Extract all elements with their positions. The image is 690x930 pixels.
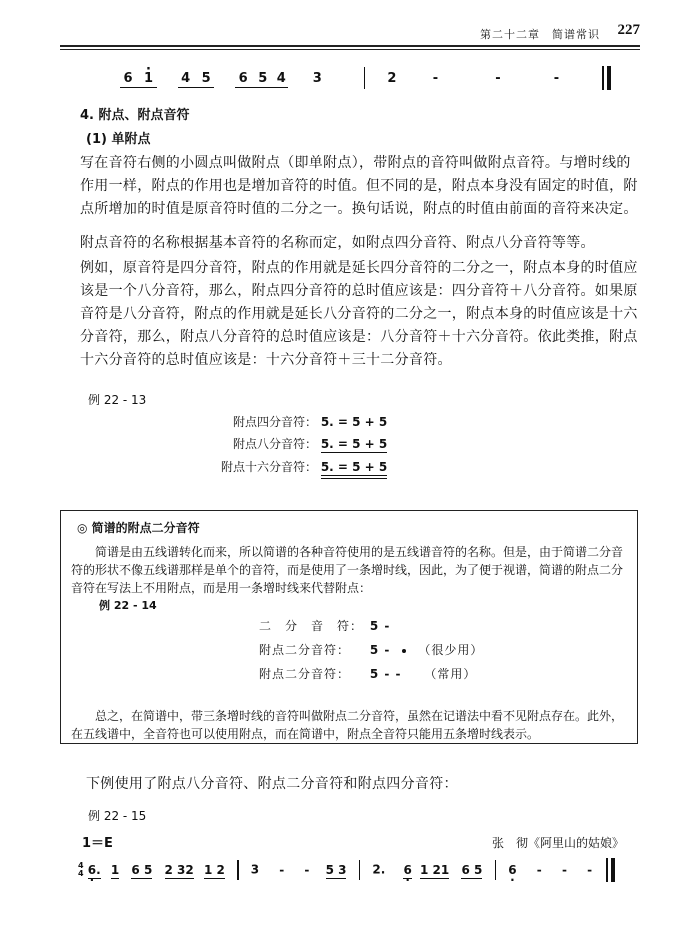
row-name: 附点二分音符： <box>259 667 351 681</box>
row-name: 附点十六分音符： <box>220 460 317 474</box>
note: 2 <box>185 862 194 877</box>
beat-group: 6 5 <box>461 862 483 877</box>
note: 6 <box>123 70 133 86</box>
song-credit: 张 彻《阿里山的姑娘》 <box>492 836 625 850</box>
row-formula: 5 - <box>369 643 396 657</box>
key-signature: 1＝E <box>82 836 113 851</box>
note: 3 <box>312 70 322 86</box>
row-formula: 5 - <box>369 619 391 633</box>
row-formula: 5. = 5 + 5 <box>321 460 387 479</box>
page-header <box>60 22 640 44</box>
barline <box>495 860 497 880</box>
note: 6 · <box>403 863 411 877</box>
time-signature <box>78 862 84 878</box>
row-name: 附点四分音符： <box>232 415 317 429</box>
beat-group: 5 3 <box>325 862 347 877</box>
note: 2 <box>387 70 397 86</box>
row-formula: 5 - - <box>369 667 402 681</box>
box-title: ◎ 简谱的附点二分音符 <box>77 521 200 535</box>
time-sig-top: 4 <box>78 861 84 870</box>
page-number: 227 <box>617 22 640 38</box>
box-row <box>259 617 390 634</box>
box-summary: 总之，在简谱中，带三条增时线的音符叫做附点二分音符，虽然在记谱法中看不见附点存在。此外，在五线谱中，全音符也可以使用附点，而在简谱中，附点全音符只能用五条增时线表示。 <box>71 709 624 741</box>
dash: - <box>432 70 439 86</box>
note: 2. <box>372 862 386 877</box>
note: 4 <box>181 70 191 86</box>
barline <box>364 67 366 89</box>
row-name: 附点八分音符： <box>232 437 317 451</box>
barline <box>359 860 361 880</box>
note-box <box>60 510 638 744</box>
beat-group <box>403 863 411 879</box>
chapter-title: 第二十二章 简谱常识 <box>480 28 600 41</box>
beat-group: 6 ·. <box>88 863 101 879</box>
header-rule <box>60 45 640 47</box>
closing-text: 下例使用了附点八分音符、附点二分音符和附点四分音符： <box>86 776 458 792</box>
beat-group: 1 2 <box>203 862 225 877</box>
note: 1 <box>440 862 450 877</box>
dash: - <box>587 862 593 877</box>
beat-group <box>120 71 157 88</box>
barline <box>237 860 239 880</box>
dash: - <box>553 70 560 86</box>
row-formula: 5. = 5 + 5 <box>320 437 388 451</box>
beat-group: 1 21 <box>420 862 450 877</box>
dash: - <box>279 862 285 877</box>
row-formula: 5. = 5 + 5 <box>320 415 388 429</box>
beat-group <box>235 71 288 88</box>
note: 6 · <box>508 863 516 877</box>
dash: - <box>536 862 542 877</box>
dash: - <box>561 862 567 877</box>
beat-group <box>178 71 215 88</box>
augmentation-dot <box>402 649 406 653</box>
paragraph: 例如，原音符是四分音符，附点的作用就是延长四分音符的二分之一，附点本身的时值应该是一个八分音符，那么，附点四分音符的总时值应该是：四分音符＋八分音符。如果原音符是八分音符，附点的作用就是延长八分音符的二分之一，附点本身的时值应该是十六分音符，那么，附点八分音符的总时值应该是：八分音符＋十六分音符。依此类推，附点十六分音符的总时值应该是：十六分音符＋三十二分音符。 <box>80 260 638 368</box>
row-note: （常用） <box>424 667 477 681</box>
header-rule-thin <box>60 49 640 50</box>
note: 6 · <box>88 863 96 877</box>
beat-group: 1 <box>110 862 120 877</box>
box-example-label: 例 22 - 14 <box>99 599 157 612</box>
final-barline <box>602 66 611 90</box>
section-subtitle: (1) 单附点 <box>86 132 151 147</box>
dash: - <box>304 862 310 877</box>
paragraph: 附点音符的名称根据基本音符的名称而定，如附点四分音符、附点八分音符等等。 <box>80 235 595 251</box>
final-barline <box>606 858 615 882</box>
section-title: 4. 附点、附点音符 <box>80 108 190 123</box>
example-row <box>195 458 387 475</box>
example-row <box>195 435 387 452</box>
note: 3 <box>250 862 260 877</box>
dash: - <box>495 70 501 86</box>
note: 5 <box>201 70 211 86</box>
top-score <box>120 66 611 90</box>
paragraph: 写在音符右侧的小圆点叫做附点（即单附点），带附点的音符叫做附点音符。与增时线的作用一样，附点的作用也是增加音符的时值。但不同的是，附点本身没有固定的时值，附点所增加的时值是原音符时值的二分之一。换句话说，附点的时值由前面的音符来决定。 <box>80 155 638 217</box>
note: 5 <box>258 70 268 86</box>
note: 6 <box>238 70 248 86</box>
example-row <box>195 413 387 430</box>
example-label: 例 22 - 15 <box>88 809 147 823</box>
box-row <box>259 665 476 682</box>
beat-group: 2 32 <box>164 862 194 877</box>
bottom-score <box>78 858 615 882</box>
note: · 1 <box>141 71 157 86</box>
time-sig-bottom: 4 <box>78 869 84 878</box>
beat-group: 6 5 <box>131 862 153 877</box>
box-row <box>259 641 483 658</box>
row-name: 附点二分音符： <box>259 643 351 657</box>
box-paragraph: 简谱是由五线谱转化而来，所以简谱的各种音符使用的是五线谱音符的名称。但是，由于简谱二分音符的形状不像五线谱那样是单个的音符，而是使用了一条增时线，因此，为了便于视谱，简谱的附点二分音符在写法上不用附点，而是用一条增时线来代替附点： <box>71 545 624 595</box>
row-name: 二 分 音 符： <box>259 619 364 633</box>
example-label: 例 22 - 13 <box>88 393 147 407</box>
row-note: （很少用） <box>418 643 484 657</box>
note: 4 <box>276 70 286 86</box>
